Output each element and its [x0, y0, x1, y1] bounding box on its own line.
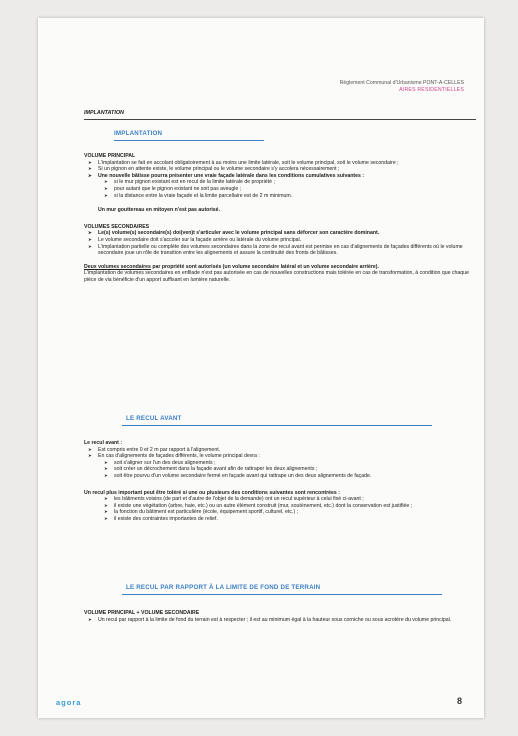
list-item: ➤ si le mur pignon existant est en recul de la limite latérale de propriété ; [114, 179, 472, 186]
recul-list [84, 447, 472, 460]
list-item: ➤ soit s'aligner sur l'un des deux alignements ; [114, 460, 472, 467]
volumes-secondaires-title: VOLUMES SECONDAIRES [84, 223, 150, 230]
enfilade-paragraph: L'implantation de volumes secondaires en enfilade n'est pas autorisée en cas de nouvelles constructions mais tolérée en cas de transformation, à condition que chaque pièce de via bénéficie d'un apport suffisant en lumière naturelle. [84, 270, 469, 283]
list-item: ➤ L'implantation se fait en accolant obligatoirement à au moins une limite latérale, soit le volume principal, soit le volume secondaire ; [98, 160, 472, 167]
list-item: ➤ Le(s) volume(s) secondaire(s) doi(ven)t s'articuler avec le volume principal sans déforcer son caractère dominant. [98, 230, 472, 237]
list-item: ➤ L'implantation partielle ou complète des volumes secondaires dans la zone de recul avant est permise en cas d'alignements de façades différents où le volume secondaire joue un rôle de transition entre les alignements et assure la continuité des fronts de bâtisses. [98, 244, 472, 257]
list-item: ➤ Si un pignon en attente existe, le volume principal ou le volume secondaire s'y accolera nécessairement ; [98, 166, 472, 173]
list-item: ➤ Un recul par rapport à la limite de fond du terrain est à respecter ; il est au minimum égal à la hauteur sous corniche ou sous acrotère du volume principal. [98, 617, 472, 624]
deux-volumes-underlined: Deux volumes secondaires [84, 263, 151, 270]
deux-volumes-paragraph [84, 264, 472, 271]
document-page [38, 18, 484, 718]
volume-principal-title: VOLUME PRINCIPAL [84, 153, 136, 159]
list-item: ➤ il existe une végétation (arbre, haie, etc.) ou un autre élément construit (mur, soutènement, etc.) dont la conservation est justifiée ; [114, 503, 472, 510]
list-item: ➤ les bâtiments voisins (de part et d'autre de l'objet de la demande) ont un recul supérieur à celui fixé ci-avant ; [114, 496, 472, 503]
list-item: ➤ Le volume secondaire doit s'accoler sur la façade arrière ou latérale du volume principal. [98, 237, 472, 244]
section-title-implantation: IMPLANTATION [114, 130, 163, 137]
list-item: ➤ Une nouvelle bâtisse pourra présenter une vraie façade latérale dans les conditions cumulatives suivantes : [98, 173, 472, 180]
section-rule [114, 140, 264, 141]
mitoyen-note: Un mur gouttereau en mitoyen n'est pas autorisé. [98, 207, 221, 214]
header-zone: AIRES RESIDENTIELLES [399, 87, 464, 93]
header-doc-title: Règlement Communal d'Urbanisme PONT-A-CELLES [339, 80, 464, 86]
recul-plus-important: Un recul plus important peut être toléré si une ou plusieurs des conditions suivantes sont rencontrées : [84, 489, 340, 496]
fond-sub-title: VOLUME PRINCIPAL + VOLUME SECONDAIRE [84, 610, 200, 616]
list-item: ➤ il existe des contraintes importantes de relief. [114, 516, 472, 523]
recul-sub-list [84, 460, 472, 480]
fond-list [84, 617, 472, 624]
recul-avant-block [84, 440, 472, 523]
fond-block [84, 610, 472, 623]
topic-heading: IMPLANTATION [84, 110, 476, 120]
list-item: ➤ Est compris entre 0 et 2 m par rapport à l'alignement. [98, 447, 472, 454]
section-title-recul-avant: LE RECUL AVANT [126, 415, 182, 422]
list-item: ➤ soit créer un décrochement dans la façade avant afin de rattraper les deux alignements ; [114, 466, 472, 473]
recul-intro: Le recul avant : [84, 440, 123, 446]
section-title-fond: LE RECUL PAR RAPPORT À LA LIMITE DE FOND DE TERRAIN [126, 584, 321, 591]
conditions-list [84, 179, 472, 199]
list-item: ➤ soit être pourvu d'un volume secondaire fermé en façade avant qui rattrape un des deux alignements de façade. [114, 473, 472, 480]
implantation-block [84, 153, 472, 284]
list-item: ➤ si la distance entre la vraie façade et la limite parcellaire est de 2 m minimum. [114, 193, 472, 200]
list-item: ➤ la fonction du bâtiment est particulière (école, équipement sportif, culturel, etc.) ; [114, 509, 472, 516]
section-rule [122, 594, 442, 595]
section-rule [122, 425, 432, 426]
agora-logo: agora [56, 698, 82, 707]
volumes-secondaires-list [84, 230, 472, 256]
list-item: ➤ En cas d'alignements de façades différents, le volume principal devra : [98, 453, 472, 460]
page-number: 8 [456, 696, 462, 706]
recul-conditions-list [84, 496, 472, 522]
document-header [340, 80, 464, 94]
deux-volumes-rest: par propriété sont autorisés (un volume secondaire latéral et un volume secondaire arrière). [150, 263, 379, 270]
volume-principal-list [84, 160, 472, 180]
list-item: ➤ pour autant que le pignon existant ne soit pas aveugle ; [114, 186, 472, 193]
